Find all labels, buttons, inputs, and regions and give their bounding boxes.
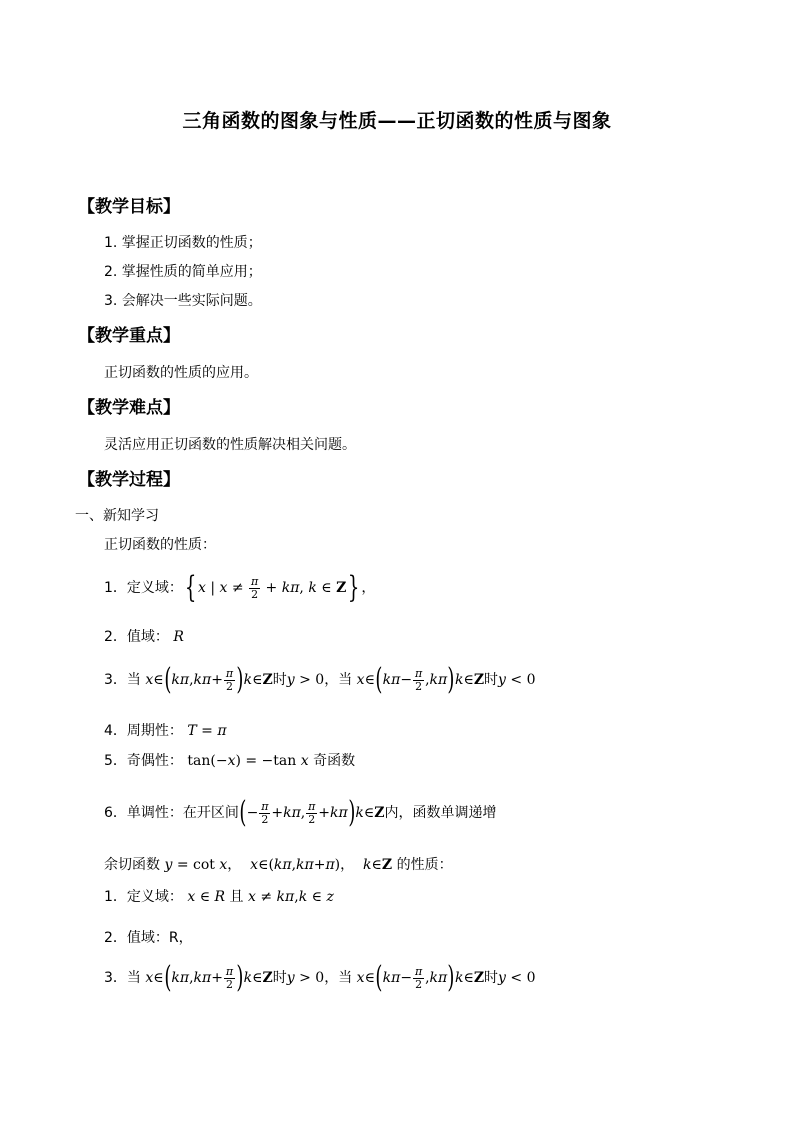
heading-key-points: 【教学重点】 [78, 326, 180, 346]
heading-process: 【教学过程】 [78, 470, 180, 490]
tan-sign-label: 3．当 [104, 672, 141, 688]
tan-prop-period: 4．周期性： T = π [104, 723, 227, 739]
tan-domain-label: 1．定义域： [104, 580, 183, 596]
tan-prop-domain: 1．定义域： { x | x ≠ $\frac{\pi}{2}$ + kπ , k ∈ Z } ， [104, 570, 376, 605]
tan-prop-parity: 5．奇偶性： tan(−x) = −tan x 奇函数 [104, 753, 356, 769]
cot-domain-and: 且 [229, 889, 244, 905]
tan-monotonic-tail: 内，函数单调递增 [384, 805, 497, 821]
tan-sign-when-2: 时 [484, 672, 499, 688]
heading-goals: 【教学目标】 [78, 197, 180, 217]
tan-period-label: 4．周期性： [104, 723, 183, 739]
tan-intro: 正切函数的性质： [104, 537, 216, 553]
cot-prop-sign: 3．当 x ∈ ( kπ , kπ + $\frac{\pi}{2}$ ) k ∈ Z 时 y > 0 ，当 x ∈ ( kπ − $\frac{\pi}{2}$ , kπ ) k ∈ Z 时 y < 0 [104, 960, 536, 995]
cot-intro-a: 余切函数 [104, 857, 160, 873]
cot-sign-sep: ，当 [324, 970, 353, 986]
tan-sign-when-1: 时 [272, 672, 287, 688]
heading-difficulties: 【教学难点】 [78, 398, 180, 418]
section-new-knowledge: 一、新知学习 [75, 508, 159, 524]
tan-parity-label: 5．奇偶性： [104, 753, 183, 769]
goal-item-3: 3. 会解决一些实际问题。 [104, 293, 262, 309]
cot-prop-range: 2．值域：R， [104, 930, 193, 946]
tan-prop-monotonic: 6．单调性：在开区间 ( − $\frac{\pi}{2}$ + kπ , $\frac{\pi}{2}$ + kπ ) k ∈ Z 内，函数单调递增 [104, 795, 497, 830]
cot-prop-domain: 1．定义域： x ∈ R 且 x ≠ kπ,k ∈ z [104, 889, 334, 905]
tan-monotonic-label: 6．单调性：在开区间 [104, 805, 239, 821]
tan-prop-sign: 3．当 x ∈ ( kπ , kπ + $\frac{\pi}{2}$ ) k ∈ Z 时 y > 0 ，当 x ∈ ( kπ − $\frac{\pi}{2}$ , kπ ) k ∈ Z 时 y < 0 [104, 662, 536, 697]
tan-range-value: R [173, 629, 184, 645]
key-points-text: 正切函数的性质的应用。 [104, 365, 258, 381]
cot-sign-when-1: 时 [272, 970, 287, 986]
cot-domain-label: 1．定义域： [104, 889, 183, 905]
page-title: 三角函数的图象与性质——正切函数的性质与图象 [182, 110, 612, 132]
cot-intro-b: 的性质： [396, 857, 453, 873]
cot-sign-label: 3．当 [104, 970, 141, 986]
cot-intro: 余切函数 y = cot x， x∈(kπ,kπ+π)， k∈Z 的性质： [104, 857, 453, 873]
goal-item-2: 2. 掌握性质的简单应用； [104, 264, 262, 280]
cot-sign-when-2: 时 [484, 970, 499, 986]
difficulties-text: 灵活应用正切函数的性质解决相关问题。 [104, 437, 356, 453]
tan-range-label: 2．值域： [104, 629, 169, 645]
tan-parity-tail: 奇函数 [313, 753, 356, 769]
goal-item-1: 1. 掌握正切函数的性质； [104, 235, 262, 251]
tan-prop-range [104, 628, 184, 646]
tan-sign-sep: ，当 [324, 672, 353, 688]
